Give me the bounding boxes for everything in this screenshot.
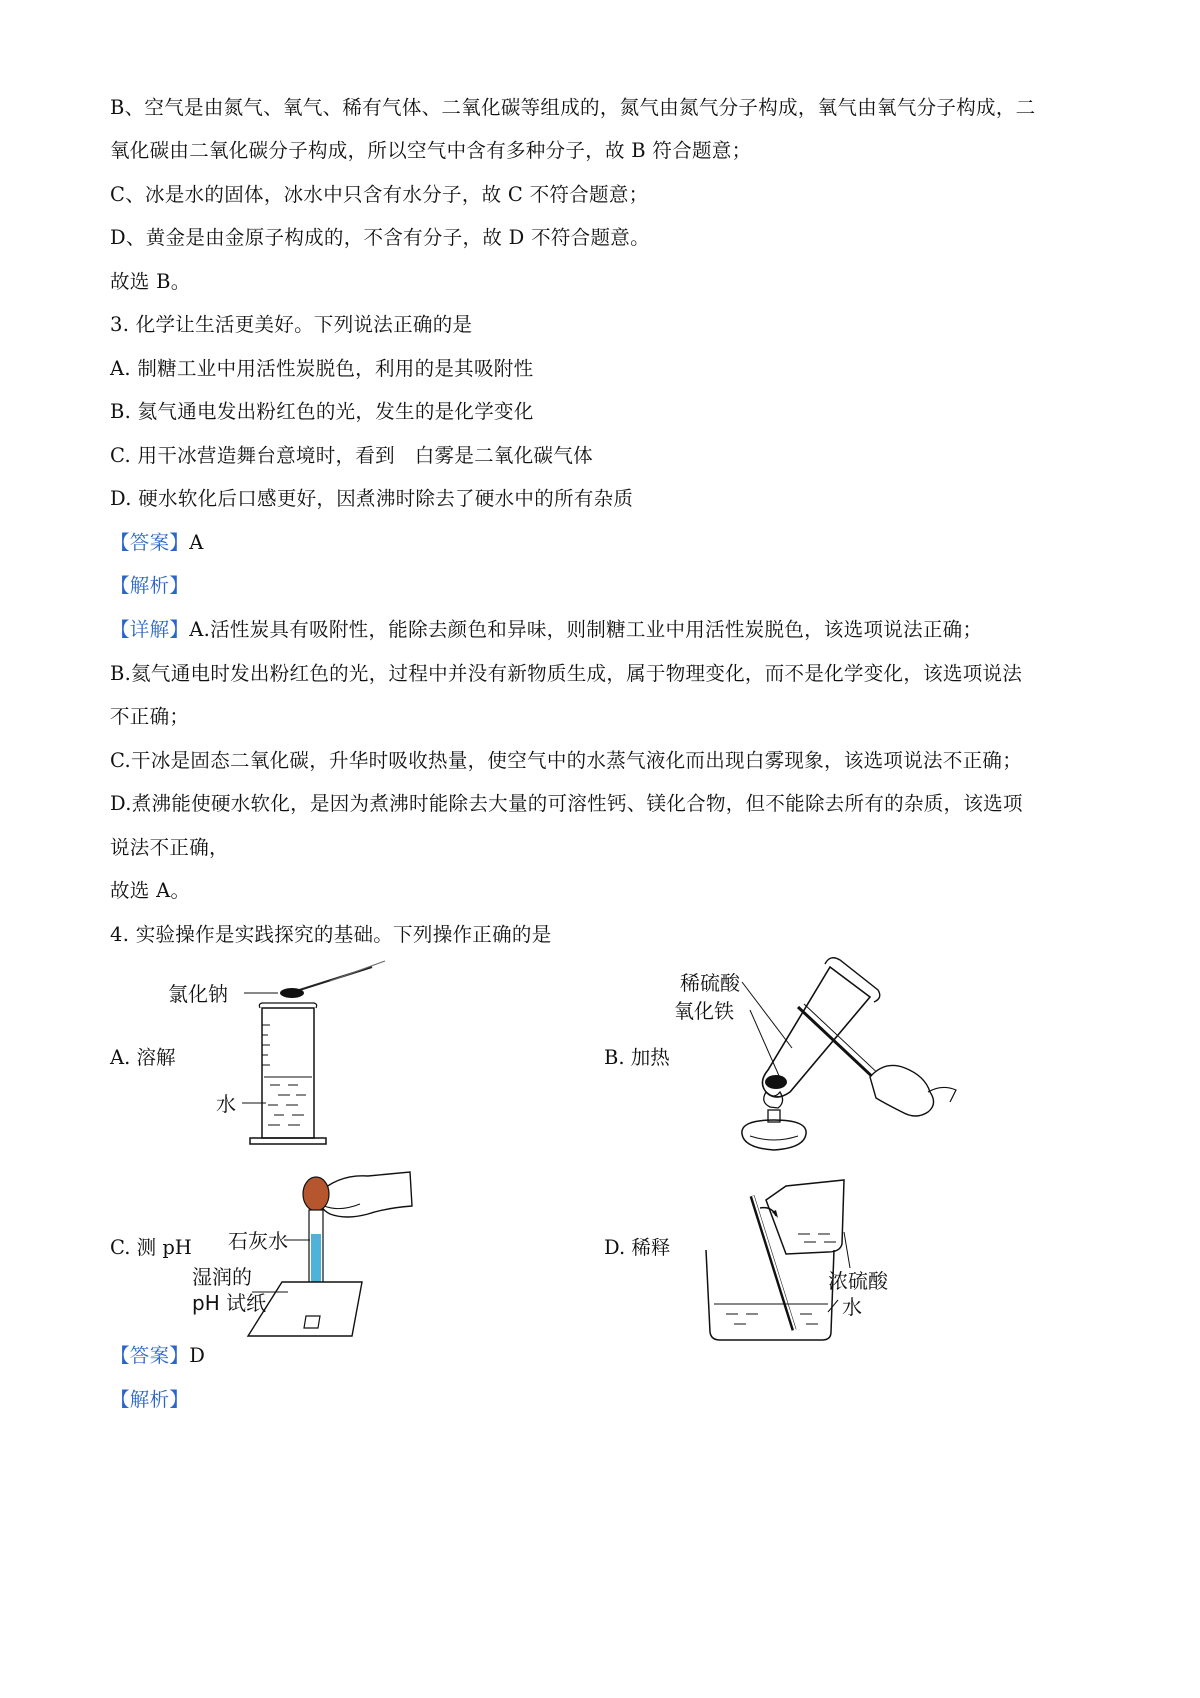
label-dilute-sulfuric-acid: 稀硫酸 <box>680 971 740 995</box>
question-4-stem: 4. 实验操作是实践探究的基础。下列操作正确的是 <box>110 923 552 946</box>
cylinder-base <box>250 1138 326 1144</box>
question-3-detail-line: 故选 A。 <box>110 879 191 902</box>
label-water: 水 <box>842 1295 862 1319</box>
dropper-bulb <box>303 1177 329 1211</box>
water-hatching <box>726 1314 818 1324</box>
question-3-detail-line: D.煮沸能使硬水软化，是因为煮沸时能除去大量的可溶性钙、镁化合物，但不能除去所有的杂质，该选项 <box>110 792 1023 815</box>
receiving-beaker <box>706 1250 834 1340</box>
question-3-option-d: D. 硬水软化后口感更好，因煮沸时除去了硬水中的所有杂质 <box>110 487 634 510</box>
cylinder-scale <box>262 1025 270 1065</box>
spoon-handle <box>290 967 372 993</box>
figure-heating <box>674 952 970 1167</box>
leader-line <box>750 1010 780 1078</box>
analysis-tag: 【解析】 <box>110 1388 190 1411</box>
question-4-option-b-label: B. 加热 <box>604 1046 670 1069</box>
label-iron-oxide: 氧化铁 <box>674 999 734 1023</box>
spoon-bowl <box>280 988 304 998</box>
cylinder-wall <box>262 1008 314 1138</box>
question-3-detail-line: B.氦气通电时发出粉红色的光，过程中并没有新物质生成，属于物理变化，而不是化学变化，该选项说法 <box>110 662 1023 685</box>
detail-tag: 【详解】 <box>110 618 190 641</box>
label-wet: 湿润的 <box>192 1265 252 1289</box>
label-limewater: 石灰水 <box>228 1229 288 1253</box>
answer-tag: 【答案】 <box>110 531 190 554</box>
question-4-option-d-label: D. 稀释 <box>604 1236 671 1259</box>
leader-line <box>828 1300 838 1312</box>
label-concentrated-sulfuric-acid: 浓硫酸 <box>828 1269 888 1293</box>
text-line: B、空气是由氮气、氧气、稀有气体、二氧化碳等组成的，氮气由氮气分子构成，氧气由氧气分子构成，二 <box>110 96 1036 119</box>
analysis-tag: 【解析】 <box>110 574 190 597</box>
detail-text: A.活性炭具有吸附性，能除去颜色和异味，则制糖工业中用活性炭脱色，该选项说法正确； <box>189 618 983 641</box>
question-3-detail-line: 不正确； <box>110 705 190 728</box>
question-3-option-c: C. 用干冰营造舞台意境时，看到 白雾是二氧化碳气体 <box>110 444 593 467</box>
question-3-answer <box>110 531 1100 555</box>
answer-value: D <box>189 1344 206 1367</box>
lamp-liquid <box>750 1136 798 1140</box>
figure-dissolving <box>168 955 410 1160</box>
text-line: 故选 B。 <box>110 270 191 293</box>
question-4-analysis-heading <box>110 1388 1100 1412</box>
text-line: 氧化碳由二氧化碳分子构成，所以空气中含有多种分子，故 B 符合题意； <box>110 139 752 162</box>
iron-oxide-solid <box>765 1075 787 1089</box>
question-3-option-b: B. 氦气通电发出粉红色的光，发生的是化学变化 <box>110 400 534 423</box>
question-4-option-a-label: A. 溶解 <box>110 1046 176 1069</box>
question-4-answer <box>110 1344 1100 1368</box>
liquid-hatching <box>268 1085 306 1125</box>
hand <box>870 1065 934 1116</box>
question-3-stem: 3. 化学让生活更美好。下列说法正确的是 <box>110 313 473 336</box>
question-3-detail-line: C.干冰是固态二氧化碳，升华时吸收热量，使空气中的水蒸气液化而出现白雾现象，该选项说法不正确； <box>110 749 1023 772</box>
label-water: 水 <box>216 1092 236 1116</box>
question-3-detail-line <box>110 618 1100 642</box>
answer-tag: 【答案】 <box>110 1344 190 1367</box>
text-line: C、冰是水的固体，冰水中只含有水分子，故 C 不符合题意； <box>110 183 649 206</box>
label-sodium-chloride: 氯化钠 <box>168 982 228 1006</box>
label-ph-paper: pH 试纸 <box>192 1291 267 1315</box>
answer-value: A <box>189 531 204 554</box>
question-3-detail-line: 说法不正确， <box>110 836 229 859</box>
hand <box>318 1172 412 1217</box>
figure-measure-ph <box>190 1164 430 1349</box>
question-3-option-a: A. 制糖工业中用活性炭脱色，利用的是其吸附性 <box>110 357 534 380</box>
text-line: D、黄金是由金原子构成的，不含有分子，故 D 不符合题意。 <box>110 226 650 249</box>
figure-diluting <box>690 1172 910 1347</box>
question-3-analysis-heading <box>110 574 1100 598</box>
ph-test-strip <box>304 1316 320 1328</box>
alcohol-lamp <box>742 1120 806 1150</box>
leader-line <box>844 1232 850 1268</box>
leader-line <box>742 982 792 1048</box>
question-4-option-c-label: C. 测 pH <box>110 1236 192 1259</box>
spoon-handle-shade <box>330 961 385 981</box>
